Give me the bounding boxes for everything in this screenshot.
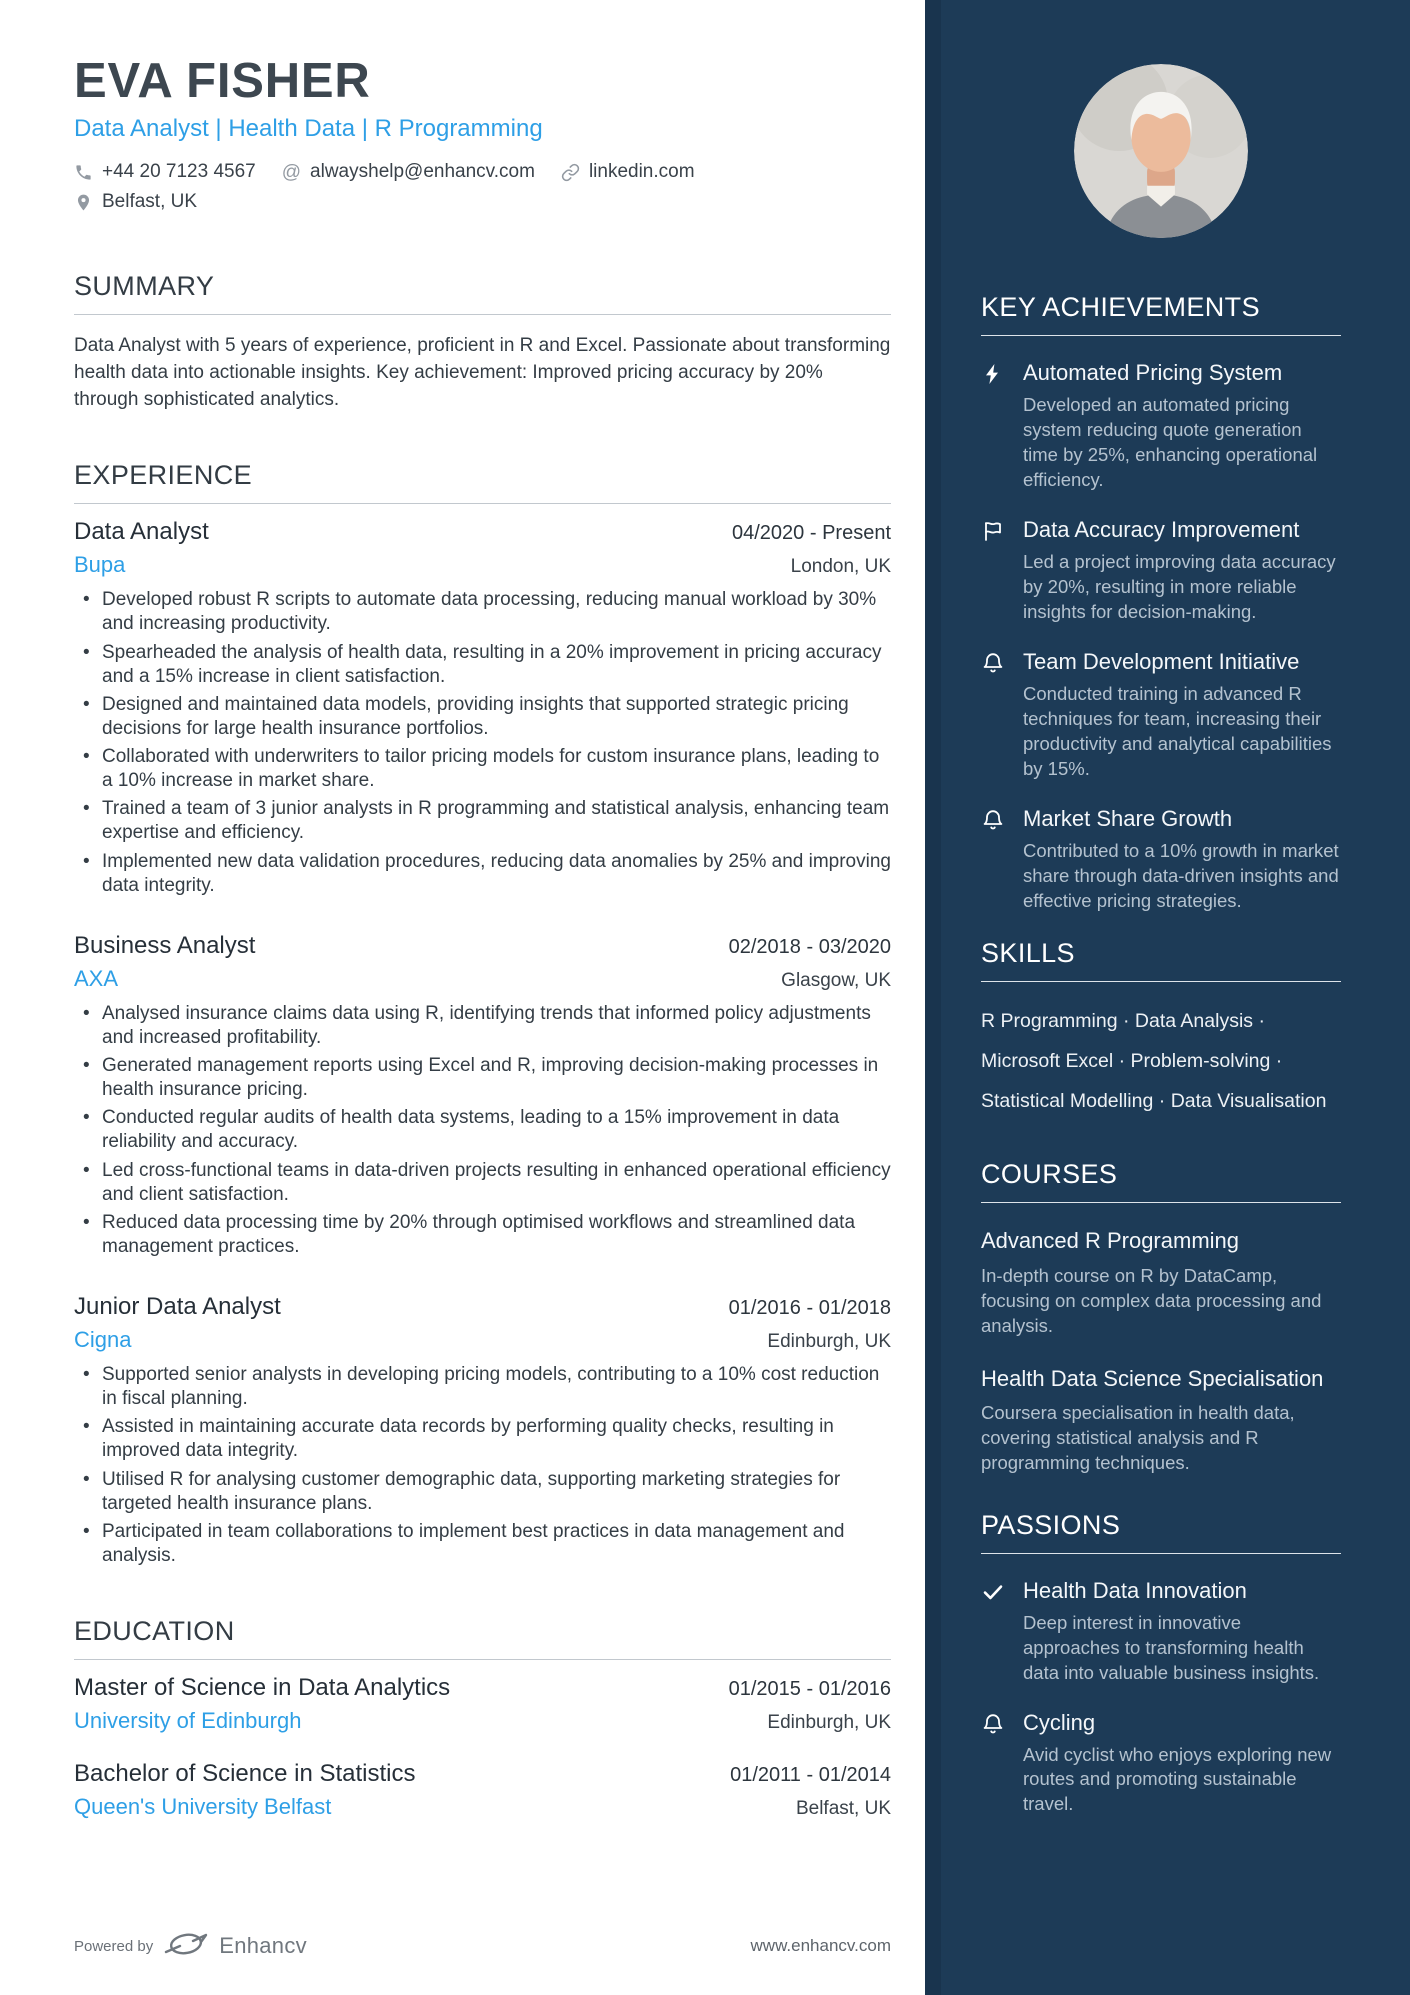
bullet-item: • Spearheaded the analysis of health data, resulting in a 20% improvement in pricing accuracy and a 15% increase in client satisfaction.	[74, 641, 891, 689]
location-text: Belfast, UK	[102, 191, 198, 213]
summary-section	[74, 271, 891, 414]
job-list	[74, 518, 891, 1568]
company-name[interactable]: Cigna	[74, 1327, 132, 1353]
job-entry	[74, 518, 891, 898]
job-title: Junior Data Analyst	[74, 1293, 281, 1321]
bullet-item: • Developed robust R scripts to automate data processing, reducing manual workload by 30% and increasing productivity.	[74, 588, 891, 636]
bell-icon	[981, 806, 1007, 914]
sidebar-content	[981, 64, 1341, 1817]
bullet-item: • Conducted regular audits of health data systems, leading to a 15% improvement in data reliability and accuracy.	[74, 1106, 891, 1154]
skill-item: Data Analysis ·	[1134, 1009, 1265, 1032]
education-location: Edinburgh, UK	[767, 1712, 891, 1734]
education-entry	[74, 1760, 891, 1820]
powered-by-label: Powered by	[74, 1937, 154, 1955]
footer	[74, 1931, 891, 1961]
achievement-item	[981, 360, 1341, 493]
linkedin-link[interactable]: linkedin.com	[588, 161, 695, 183]
job-location: Glasgow, UK	[781, 969, 891, 991]
achievements-heading: KEY ACHIEVEMENTS	[981, 292, 1341, 336]
achievement-text: Led a project improving data accuracy by 20%, resulting in more reliable insights for decision-making.	[1023, 550, 1336, 622]
flag-icon	[981, 517, 1007, 625]
achievement-title: Market Share Growth	[1023, 805, 1233, 831]
skill-separator: ·	[1270, 1049, 1283, 1072]
course-title: Advanced R Programming	[981, 1228, 1240, 1254]
contact-row-2	[74, 191, 891, 213]
check-icon	[981, 1578, 1007, 1686]
passion-text: Avid cyclist who enjoys exploring new routes and promoting sustainable travel.	[1023, 1743, 1332, 1815]
email-link[interactable]: alwayshelp@enhancv.com	[310, 161, 535, 183]
passions-heading: PASSIONS	[981, 1510, 1341, 1554]
skill-separator: ·	[1117, 1009, 1135, 1032]
passion-list	[981, 1578, 1341, 1818]
achievement-text: Contributed to a 10% growth in market share through data-driven insights and effective pricing strategies.	[1023, 839, 1339, 911]
achievements-section	[981, 292, 1341, 914]
job-entry	[74, 1293, 891, 1568]
education-dates: 01/2011 - 01/2014	[730, 1764, 891, 1787]
powered-by	[74, 1931, 307, 1961]
bullet-item: • Assisted in maintaining accurate data records by performing quality checks, resulting in improved data integrity.	[74, 1415, 891, 1463]
job-bullets	[74, 1363, 891, 1568]
passion-text: Deep interest in innovative approaches to transforming health data into valuable business insights.	[1023, 1611, 1320, 1683]
education-dates: 01/2015 - 01/2016	[728, 1678, 891, 1701]
job-location: London, UK	[790, 556, 891, 578]
skill-item: R Programming ·	[981, 1009, 1135, 1032]
bullet-item: • Utilised R for analysing customer demographic data, supporting marketing strategies for targeted health insurance plans.	[74, 1468, 891, 1516]
job-location: Edinburgh, UK	[767, 1331, 891, 1353]
avatar	[1074, 64, 1248, 238]
company-name[interactable]: Bupa	[74, 552, 126, 578]
job-dates: 02/2018 - 03/2020	[728, 935, 891, 958]
school-name[interactable]: Queen's University Belfast	[74, 1794, 332, 1820]
bullet-item: • Reduced data processing time by 20% through optimised workflows and streamlined data management practices.	[74, 1211, 891, 1259]
skill-separator: ·	[1153, 1089, 1171, 1112]
skill-item: Data Visualisation	[1170, 1089, 1327, 1112]
achievement-title: Automated Pricing System	[1023, 360, 1283, 385]
bell-icon	[981, 649, 1007, 782]
phone-number: +44 20 7123 4567	[102, 161, 256, 183]
company-name[interactable]: AXA	[74, 965, 119, 991]
headline: Data Analyst | Health Data | R Programming	[74, 115, 543, 143]
course-item	[981, 1365, 1341, 1476]
achievement-item	[981, 806, 1341, 914]
link-icon	[561, 163, 580, 182]
courses-heading: COURSES	[981, 1159, 1341, 1203]
enhancv-logo	[163, 1931, 209, 1961]
degree-title: Bachelor of Science in Statistics	[74, 1760, 416, 1788]
skill-separator: ·	[1113, 1049, 1131, 1072]
skills-list	[981, 1002, 1341, 1122]
experience-heading: EXPERIENCE	[74, 460, 891, 504]
courses-section	[981, 1159, 1341, 1475]
education-list	[74, 1674, 891, 1820]
skills-section	[981, 938, 1341, 1122]
avatar-illustration	[1074, 64, 1248, 238]
summary-text: Data Analyst with 5 years of experience, proficient in R and Excel. Passionate about transforming health data into actionable insights. Key achievement: Improved pricing accuracy by 20% through sophisticated analytics.	[74, 335, 891, 411]
location-item	[74, 191, 197, 213]
bullet-item: • Analysed insurance claims data using R, identifying trends that informed policy adjustments and increased profitability.	[74, 1002, 891, 1050]
header	[74, 56, 891, 213]
bullet-item: • Led cross-functional teams in data-driven projects resulting in enhanced operational efficiency and client satisfaction.	[74, 1159, 891, 1207]
achievement-title: Team Development Initiative	[1023, 648, 1300, 674]
achievement-item	[981, 649, 1341, 782]
education-section	[74, 1616, 891, 1820]
education-heading: EDUCATION	[74, 1616, 891, 1660]
email-item	[282, 161, 535, 183]
skill-item: Problem-solving ·	[1130, 1049, 1283, 1072]
course-text: Coursera specialisation in health data, covering statistical analysis and R programming techniques.	[981, 1401, 1295, 1473]
achievement-text: Conducted training in advanced R techniques for team, increasing their productivity and analytical capabilities by 15%.	[1023, 682, 1332, 779]
achievement-item	[981, 517, 1341, 625]
location-icon	[74, 193, 93, 212]
zap-icon	[981, 360, 1007, 493]
sidebar-edge	[925, 0, 941, 1995]
phone-icon	[74, 163, 93, 182]
job-title: Business Analyst	[74, 931, 256, 959]
contact-row	[74, 161, 891, 183]
passions-section	[981, 1510, 1341, 1818]
job-dates: 04/2020 - Present	[732, 522, 891, 545]
sidebar	[925, 0, 1410, 1995]
person-name: EVA FISHER	[74, 54, 371, 108]
achievement-list	[981, 360, 1341, 914]
email-icon: @	[281, 161, 302, 183]
skill-item: Statistical Modelling ·	[981, 1089, 1171, 1112]
bullet-item: • Designed and maintained data models, providing insights that supported strategic pricing decisions for large health insurance portfolios.	[74, 693, 891, 741]
experience-section	[74, 460, 891, 1572]
passion-item	[981, 1710, 1341, 1818]
bullet-item: • Collaborated with underwriters to tailor pricing models for custom insurance plans, leading to a 10% increase in market share.	[74, 745, 891, 793]
education-entry	[74, 1674, 891, 1734]
enhancv-wordmark: Enhancv	[219, 1933, 307, 1958]
course-item	[981, 1227, 1341, 1338]
achievement-text: Developed an automated pricing system reducing quote generation time by 25%, enhancing operational efficiency.	[1023, 394, 1318, 490]
job-bullets	[74, 588, 891, 898]
link-item	[561, 161, 695, 183]
school-name[interactable]: University of Edinburgh	[74, 1708, 302, 1734]
achievement-title: Data Accuracy Improvement	[1023, 516, 1300, 542]
education-location: Belfast, UK	[795, 1798, 891, 1820]
job-bullets	[74, 1002, 891, 1259]
course-text: In-depth course on R by DataCamp, focusing on complex data processing and analysis.	[981, 1264, 1322, 1336]
skill-separator: ·	[1253, 1009, 1265, 1032]
skills-heading: SKILLS	[981, 938, 1341, 982]
job-title: Data Analyst	[74, 518, 209, 546]
phone-item	[74, 161, 256, 183]
summary-heading: SUMMARY	[74, 271, 891, 315]
skill-item: Microsoft Excel ·	[981, 1049, 1131, 1072]
bell-icon	[981, 1710, 1007, 1818]
bullet-item: • Supported senior analysts in developing pricing models, contributing to a 10% cost reduction in fiscal planning.	[74, 1363, 891, 1411]
bullet-item: • Generated management reports using Excel and R, improving decision-making processes in health insurance pricing.	[74, 1054, 891, 1102]
passion-item	[981, 1578, 1341, 1686]
course-title: Health Data Science Specialisation	[981, 1365, 1324, 1391]
degree-title: Master of Science in Data Analytics	[74, 1674, 451, 1702]
course-list	[981, 1227, 1341, 1475]
bullet-item: • Implemented new data validation procedures, reducing data anomalies by 25% and improving data integrity.	[74, 850, 891, 898]
footer-website[interactable]: www.enhancv.com	[750, 1936, 891, 1955]
job-entry	[74, 932, 891, 1259]
bullet-item: • Trained a team of 3 junior analysts in R programming and statistical analysis, enhancing team expertise and efficiency.	[74, 797, 891, 845]
bullet-item: • Participated in team collaborations to implement best practices in data management and analysis.	[74, 1520, 891, 1568]
passion-title: Health Data Innovation	[1023, 1577, 1247, 1603]
job-dates: 01/2016 - 01/2018	[728, 1297, 891, 1320]
passion-title: Cycling	[1023, 1709, 1096, 1735]
